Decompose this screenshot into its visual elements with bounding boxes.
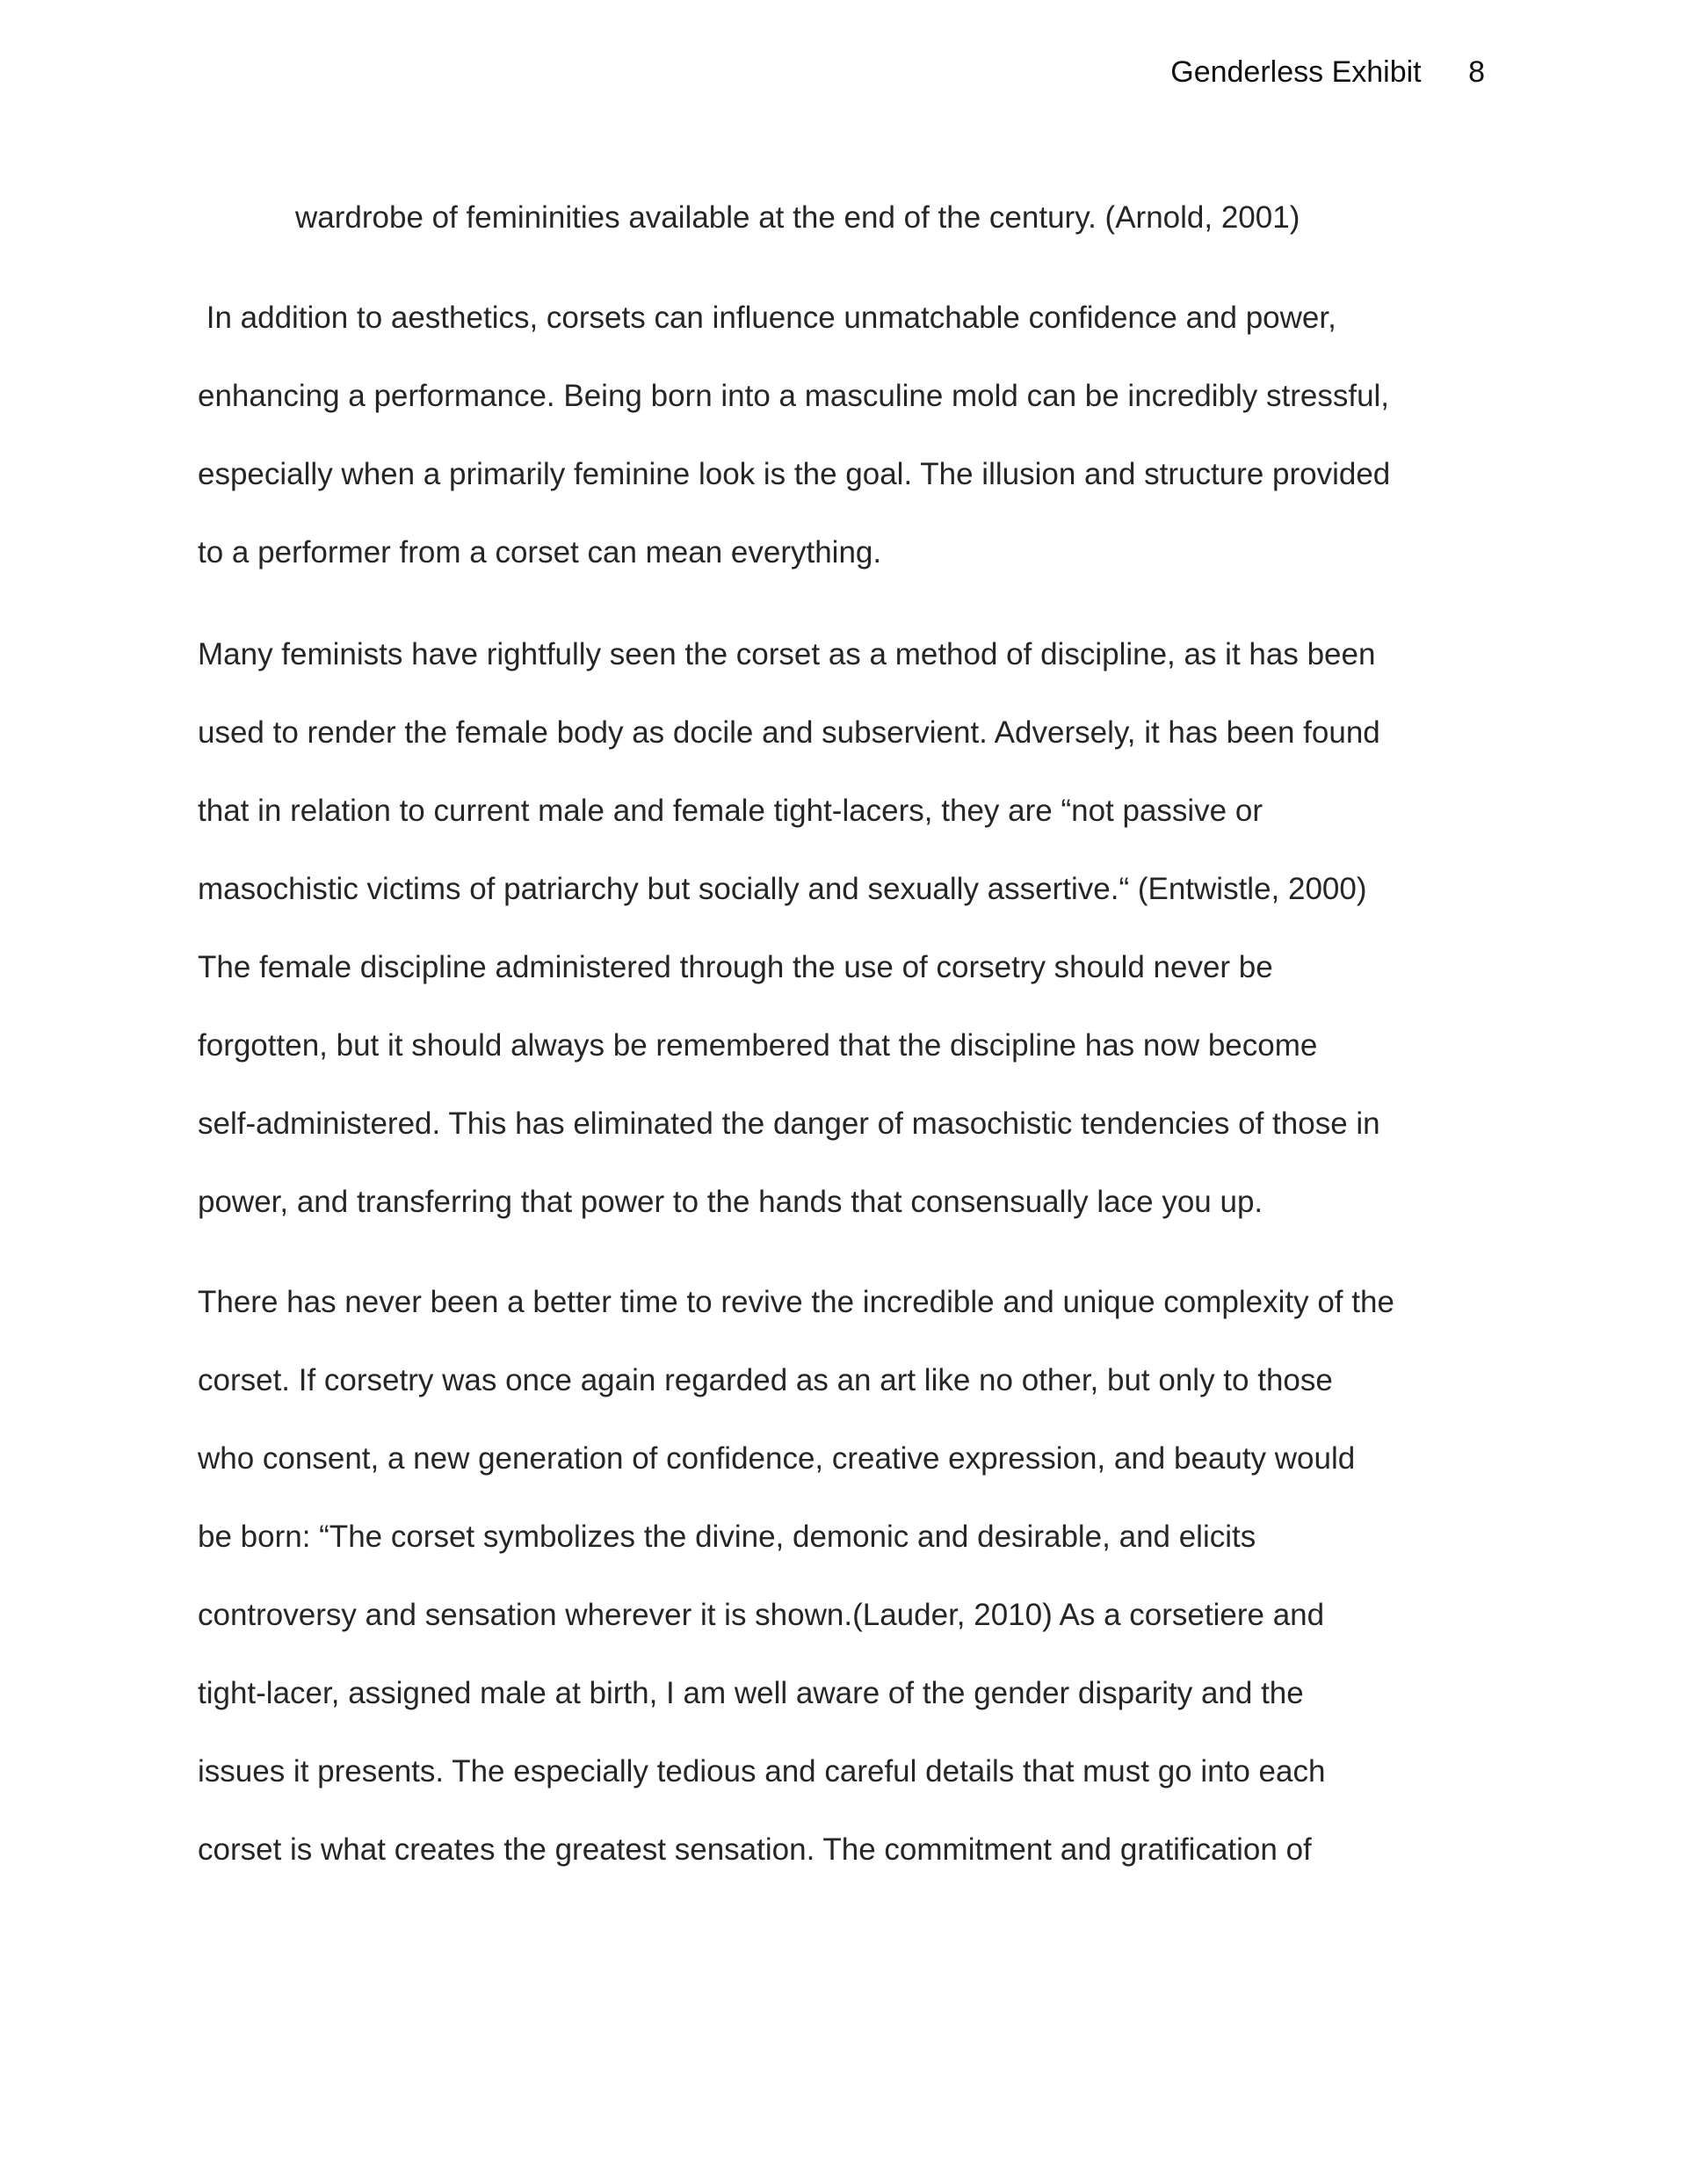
- paragraph-1: [198, 279, 1507, 591]
- running-head: [1170, 54, 1485, 90]
- text-line: The female discipline administered through the use of corsetry should never be: [198, 950, 1273, 984]
- text-line: controversy and sensation wherever it is shown.(Lauder, 2010) As a corsetiere and: [198, 1598, 1325, 1632]
- block-quote-continuation: wardrobe of femininities available at the end of the century. (Arnold, 2001): [295, 200, 1300, 235]
- text-line: who consent, a new generation of confidence, creative expression, and beauty would: [198, 1441, 1356, 1476]
- text-line: There has never been a better time to revive the incredible and unique complexity of the: [198, 1285, 1394, 1319]
- text-line: used to render the female body as docile and subservient. Adversely, it has been found: [198, 715, 1380, 750]
- paragraph-2: [198, 615, 1507, 1241]
- text-line: to a performer from a corset can mean everything.: [198, 535, 882, 570]
- text-line: be born: “The corset symbolizes the divine, demonic and desirable, and elicits: [198, 1520, 1256, 1554]
- page-number: 8: [1468, 55, 1485, 89]
- text-line: tight-lacer, assigned male at birth, I am well aware of the gender disparity and the: [198, 1676, 1304, 1710]
- text-line: Many feminists have rightfully seen the corset as a method of discipline, as it has been: [198, 637, 1376, 671]
- text-line: self-administered. This has eliminated the danger of masochistic tendencies of those in: [198, 1107, 1380, 1141]
- text-line: corset. If corsetry was once again regarded as an art like no other, but only to those: [198, 1363, 1333, 1397]
- text-line: enhancing a performance. Being born into a masculine mold can be incredibly stressful,: [198, 379, 1390, 413]
- paragraph-3: [198, 1263, 1507, 1889]
- text-line: forgotten, but it should always be remembered that the discipline has now become: [198, 1028, 1318, 1063]
- text-line: In addition to aesthetics, corsets can influence unmatchable confidence and power,: [198, 301, 1336, 335]
- running-head-title: Genderless Exhibit: [1170, 55, 1422, 89]
- text-line: issues it presents. The especially tedious and careful details that must go into each: [198, 1754, 1326, 1789]
- text-line: masochistic victims of patriarchy but socially and sexually assertive.“ (Entwistle, 2000): [198, 872, 1367, 906]
- text-line: especially when a primarily feminine look is the goal. The illusion and structure provided: [198, 457, 1391, 491]
- text-line: that in relation to current male and female tight-lacers, they are “not passive or: [198, 794, 1263, 828]
- text-line: corset is what creates the greatest sensation. The commitment and gratification of: [198, 1832, 1312, 1867]
- text-line: power, and transferring that power to the hands that consensually lace you up.: [198, 1185, 1263, 1219]
